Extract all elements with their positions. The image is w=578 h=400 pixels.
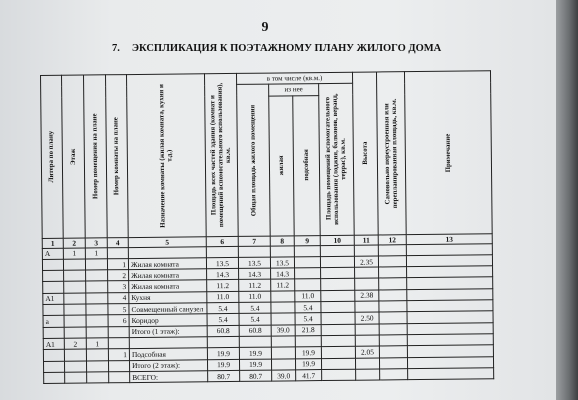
column-number: 13 — [406, 233, 492, 244]
table-cell: 2 — [64, 338, 86, 350]
table-cell — [355, 335, 379, 347]
table-cell: 6 — [108, 315, 129, 327]
table-cell — [295, 268, 321, 280]
table-cell — [43, 270, 64, 282]
table-cell: 5.4 — [207, 314, 239, 326]
table-cell — [207, 336, 239, 348]
column-number: 9 — [294, 235, 320, 245]
table-cell — [380, 357, 408, 369]
table-cell — [321, 335, 355, 347]
table-cell: Жилая комната — [129, 280, 207, 292]
table-cell: 1 — [107, 258, 128, 270]
table-cell — [294, 245, 320, 257]
table-cell — [407, 322, 493, 334]
table-cell — [64, 315, 86, 327]
table-cell — [379, 335, 407, 347]
explication-table — [40, 70, 494, 384]
table-cell — [43, 361, 64, 373]
table-cell — [128, 246, 206, 258]
table-cell — [64, 304, 86, 316]
table-cell — [86, 326, 108, 338]
table-cell — [379, 346, 407, 358]
table-cell: 5.4 — [295, 302, 321, 314]
table-cell: Коридор — [129, 314, 207, 326]
table-cell — [271, 302, 295, 314]
table-cell: 2 — [108, 270, 129, 282]
table-cell: 1 — [86, 338, 108, 350]
table-cell — [43, 327, 64, 339]
table-cell — [354, 245, 378, 257]
table-cell: 19.9 — [207, 359, 239, 371]
table-cell — [406, 243, 492, 255]
table-cell — [295, 336, 321, 348]
header-utility: подсобная — [293, 95, 320, 235]
table-cell — [407, 300, 493, 312]
page-number: 9 — [261, 20, 269, 35]
table-cell — [109, 371, 130, 383]
table-cell — [238, 246, 270, 258]
table-cell — [271, 358, 295, 370]
table-cell: 5.4 — [207, 303, 239, 315]
table-cell — [43, 304, 64, 316]
table-cell: 19.9 — [207, 348, 239, 360]
table-cell — [86, 270, 108, 282]
table-cell — [355, 267, 379, 279]
table-cell — [64, 327, 86, 339]
table-cell: 5 — [108, 304, 129, 316]
table-cell: 39.0 — [272, 370, 296, 382]
table-cell — [356, 369, 380, 381]
table-cell — [407, 266, 493, 278]
table-cell: 21.8 — [295, 324, 321, 336]
table-cell — [108, 338, 129, 350]
table-cell — [86, 304, 108, 316]
table-cell — [379, 312, 407, 324]
header-chamber-number: Номер комнаты на плане — [106, 75, 129, 238]
table-cell: ВСЕГО: — [130, 371, 208, 383]
table-cell: 19.9 — [295, 358, 321, 370]
table-cell — [356, 358, 380, 370]
table-cell — [355, 324, 379, 336]
table-cell — [380, 369, 408, 381]
table-cell — [355, 278, 379, 290]
table-cell: 80.7 — [240, 370, 272, 382]
section-heading — [112, 43, 442, 54]
header-unauthorized-area: Самовольно переустроенная или перепланированная площадь, кв.м. — [377, 72, 407, 235]
table-cell: Совмещенный санузел — [129, 303, 207, 315]
table-cell — [407, 334, 493, 346]
section-number: 7. — [112, 43, 120, 54]
table-cell: 11.2 — [207, 280, 239, 292]
table-cell: Итого (1 этаж): — [129, 325, 207, 337]
table-cell — [271, 291, 295, 303]
table-cell — [379, 323, 407, 335]
table-cell — [206, 246, 238, 258]
table-cell — [44, 372, 65, 384]
table-cell — [408, 368, 494, 380]
table-cell — [378, 244, 406, 256]
table-cell: 1 — [63, 248, 85, 260]
table-cell: 4 — [108, 292, 129, 304]
table-cell: 13.5 — [238, 257, 270, 269]
table-cell — [85, 259, 107, 271]
table-cell: 11.0 — [239, 291, 271, 303]
header-letter: Литера по плану — [41, 75, 64, 238]
table-cell — [271, 336, 295, 348]
table-cell: 1 — [108, 349, 129, 361]
table-cell: 5.4 — [239, 302, 271, 314]
table-cell — [64, 361, 86, 373]
table-cell: 2.05 — [355, 346, 379, 358]
table-cell — [379, 289, 407, 301]
table-cell: 13.5 — [206, 257, 238, 269]
table-cell — [321, 324, 355, 336]
table-cell — [42, 259, 63, 271]
table-cell — [86, 281, 108, 293]
header-purpose: Назначение комнаты (жилая комната, кухня и т.д.) — [127, 74, 207, 237]
table-cell: А — [42, 248, 63, 260]
table-cell — [379, 301, 407, 313]
table-cell — [239, 336, 271, 348]
table-cell — [108, 326, 129, 338]
table-cell — [43, 350, 64, 362]
table-cell: 19.9 — [295, 347, 321, 359]
table-cell: 5.4 — [239, 313, 271, 325]
column-number: 5 — [128, 236, 206, 247]
table-cell: а — [43, 316, 64, 328]
table-cell: 14.3 — [239, 268, 271, 280]
table-cell: 2.50 — [355, 312, 379, 324]
table-cell: А1 — [43, 293, 64, 305]
table-cell — [406, 255, 492, 267]
table-cell — [322, 369, 356, 381]
table-cell — [270, 245, 294, 257]
table-cell — [86, 349, 108, 361]
table-cell — [408, 356, 494, 368]
header-living-space-area: Общая площадь жилого помещения — [237, 84, 271, 236]
table-cell — [129, 337, 207, 349]
table-cell — [295, 279, 321, 291]
table-cell: 80.7 — [208, 370, 240, 382]
table-cell: 60.8 — [207, 325, 239, 337]
table-cell — [64, 349, 86, 361]
table-cell: 60.8 — [239, 325, 271, 337]
header-total-area: Площадь всех частей здания (комнат и помещений вспомогательного использования), кв.м. — [204, 73, 238, 236]
table-cell — [321, 301, 355, 313]
table-cell — [108, 360, 129, 372]
table-cell — [378, 256, 406, 268]
table-cell: 14.3 — [271, 268, 295, 280]
column-number: 12 — [378, 234, 406, 244]
table-cell — [321, 346, 355, 358]
table-cell — [64, 270, 86, 282]
header-residential: жилая — [269, 95, 294, 235]
table-cell — [379, 267, 407, 279]
table-cell: 19.9 — [239, 347, 271, 359]
table-cell — [321, 279, 355, 291]
table-cell — [86, 360, 108, 372]
table-cell: 19.9 — [239, 359, 271, 371]
header-auxiliary-area: Площадь помещений вспомогательного использования (лоджия, балконов, веранд, террас), кв.м. — [319, 84, 355, 236]
section-title: ЭКСПЛИКАЦИЯ К ПОЭТАЖНОМУ ПЛАНУ ЖИЛОГО ДОМА — [131, 43, 442, 54]
table-cell — [64, 282, 86, 294]
header-floor: Этаж — [62, 75, 86, 238]
table-cell: 5.4 — [295, 313, 321, 325]
table-cell: Подсобная — [129, 348, 207, 360]
table-cell — [407, 311, 493, 323]
table-cell: Кухня — [129, 292, 207, 304]
table-cell — [271, 313, 295, 325]
table-cell — [65, 372, 87, 384]
table-cell: 14.3 — [207, 269, 239, 281]
table-cell — [379, 278, 407, 290]
table-cell: Итого (2 этаж): — [129, 359, 207, 371]
table-cell: 3 — [108, 281, 129, 293]
table-cell — [321, 267, 355, 279]
table-cell: 13.5 — [270, 257, 294, 269]
column-number: 11 — [354, 235, 378, 245]
table-cell: 2.35 — [354, 256, 378, 268]
header-height: Высота — [353, 72, 379, 235]
table-cell — [321, 290, 355, 302]
column-number: 4 — [107, 237, 128, 247]
table-cell — [43, 282, 64, 294]
page-edge — [556, 0, 578, 400]
table-cell — [86, 293, 108, 305]
table-cell: Жилая комната — [129, 269, 207, 281]
table-cell — [321, 358, 355, 370]
table-cell: 11.2 — [239, 280, 271, 292]
table-cell: 11.0 — [295, 290, 321, 302]
header-note: Примечание — [405, 71, 493, 234]
column-number: 3 — [85, 237, 107, 247]
column-number: 8 — [270, 235, 294, 245]
table-cell: 1 — [85, 247, 107, 259]
table-cell: А1 — [43, 338, 64, 350]
column-number: 6 — [206, 236, 238, 246]
column-number: 2 — [63, 238, 85, 248]
column-number: 1 — [42, 238, 63, 248]
table-cell — [407, 277, 493, 289]
table-cell — [64, 293, 86, 305]
table-cell — [107, 247, 128, 259]
table-cell — [63, 259, 85, 271]
column-number: 10 — [320, 235, 354, 245]
table-cell — [355, 301, 379, 313]
table-cell: 41.7 — [296, 369, 322, 381]
table-cell: 39.0 — [271, 325, 295, 337]
table-cell — [321, 313, 355, 325]
header-of-which: из нее — [269, 84, 319, 96]
table-cell — [320, 245, 354, 257]
table-cell — [271, 347, 295, 359]
table-cell — [86, 315, 108, 327]
header-room-number: Номер помещения на плане — [84, 75, 108, 238]
table-cell: Жилая комната — [128, 258, 206, 270]
table-cell: 2.38 — [355, 290, 379, 302]
table-cell: 11.2 — [271, 279, 295, 291]
header-including-group: в том числе (кв.м.) — [236, 72, 352, 85]
table-cell — [407, 345, 493, 357]
table-cell — [320, 256, 354, 268]
table-cell — [407, 289, 493, 301]
table-cell — [294, 256, 320, 268]
column-number: 7 — [238, 236, 270, 246]
table-cell — [87, 372, 109, 384]
table-cell: 11.0 — [207, 291, 239, 303]
